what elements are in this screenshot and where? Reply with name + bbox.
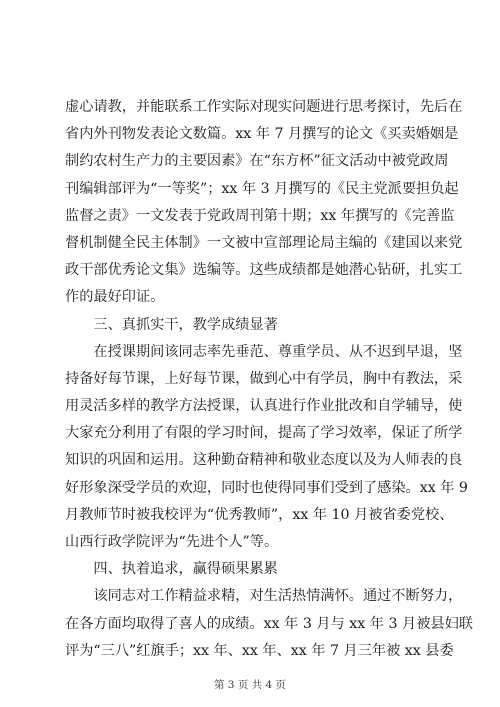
section-heading: 三、真抓实干，教学成绩显著 [65, 316, 278, 333]
text-line: 知识的巩固和运用。这种勤奋精神和敬业态度以及为人师表的良 [65, 452, 463, 469]
document-body [65, 94, 473, 665]
text-line: 制约农村生产力的主要因素》在“东方杯”征文活动中被党政周 [65, 153, 449, 170]
text-line: 督机制健全民主体制》一文被中宣部理论局主编的《建国以来党 [65, 234, 463, 251]
text-line: 在各方面均取得了喜人的成绩。xx 年 3 月与 xx 年 3 月被县妇联 [65, 615, 473, 632]
section-heading: 四、执着追求，赢得硕果累累 [65, 561, 278, 578]
text-line: 在授课期间该同志率先垂范、尊重学员、从不迟到早退，坚 [65, 343, 463, 360]
text-line: 政干部优秀论文集》选编等。这些成绩都是她潜心钻研，扎实工 [65, 262, 463, 279]
text-line: 监督之责》一文发表于党政周刊第十期；xx 年撰写的《完善监 [65, 207, 455, 224]
text-line: 大家充分利用了有限的学习时间，提高了学习效率，保证了所学 [65, 425, 463, 442]
text-line: 虚心请教，并能联系工作实际对现实问题进行思考探讨，先后在 [65, 99, 463, 115]
text-line: 月教师节时被我校评为“优秀教师”，xx 年 10 月被省委党校、 [65, 506, 454, 523]
text-line: 用灵活多样的教学方法授课，认真进行作业批改和自学辅导，使 [65, 398, 463, 415]
text-line: 持备好每节课，上好每节课，做到心中有学员，胸中有教法，采 [65, 370, 463, 387]
text-line: 好形象深受学员的欢迎，同时也使得同事们受到了感染。xx 年 9 [65, 479, 468, 496]
text-line: 作的最好印证。 [65, 289, 165, 306]
text-line: 省内外刊物发表论文数篇。xx 年 7 月撰写的论文《买卖婚姻是 [65, 126, 459, 143]
page-footer: 第 3 页 共 4 页 [213, 679, 287, 691]
text-line: 该同志对工作精益求精，对生活热情满怀。通过不断努力， [65, 588, 463, 605]
text-line: 刊编辑部评为“一等奖”；xx 年 3 月撰写的《民主党派要担负起 [65, 180, 459, 197]
text-line: 山西行政学院评为“先进个人”等。 [65, 534, 279, 550]
text-line: 评为“三八”红旗手；xx 年、xx 年、xx 年 7 月三年被 xx 县委 [65, 642, 454, 659]
